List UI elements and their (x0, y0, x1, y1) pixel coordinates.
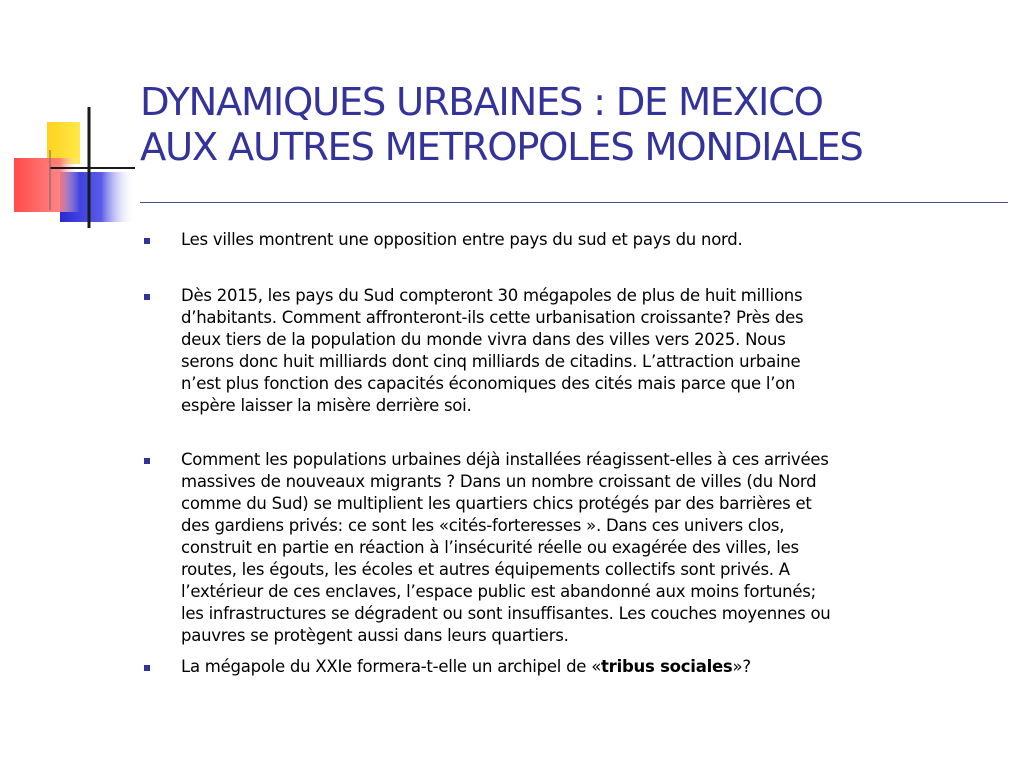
title-divider (140, 202, 1008, 203)
bullet-line: comme du Sud) se multiplient les quartiers chics protégés par des barrières et (181, 494, 812, 513)
bullet-text-suffix: »? (732, 657, 751, 676)
bullet-line (181, 656, 1002, 678)
bullet-line: des gardiens privés: ce sont les «cités-forteresses ». Dans ces univers clos, (181, 516, 785, 535)
bullet-line: deux tiers de la population du monde vivra dans des villes vers 2025. Nous (181, 330, 786, 349)
bullet-line: n’est plus fonction des capacités économiques des cités mais parce que l’on (181, 374, 796, 393)
bullet-text-prefix: La mégapole du XXIe formera-t-elle un archipel de « (181, 657, 602, 676)
bullet-square-icon (144, 458, 150, 464)
slide-title-line-1: DYNAMIQUES URBAINES : DE MEXICO (140, 80, 823, 125)
bullet-item-megapoles-2015 (142, 285, 1002, 417)
bullet-square-icon (144, 238, 150, 244)
bullet-line: espère laisser la misère derrière soi. (181, 396, 472, 415)
bullet-square-icon (144, 294, 150, 300)
logo-yellow-square (47, 122, 80, 164)
bullet-line: Dès 2015, les pays du Sud compteront 30 mégapoles de plus de huit millions (181, 286, 803, 305)
bullet-line: routes, les égouts, les écoles et autres équipements collectifs sont privés. A (181, 560, 790, 579)
slide-title-line-2: AUX AUTRES METROPOLES MONDIALES (140, 125, 863, 170)
bullet-text-emphasis: tribus sociales (601, 657, 733, 676)
bullet-line: massives de nouveaux migrants ? Dans un nombre croissant de villes (du Nord (181, 472, 817, 491)
slide-title (140, 80, 1000, 170)
bullet-line: les infrastructures se dégradent ou sont insuffisantes. Les couches moyennes ou (181, 604, 831, 623)
bullet-line: pauvres se protègent aussi dans leurs quartiers. (181, 626, 569, 645)
bullet-line: serons donc huit milliards dont cinq milliards de citadins. L’attraction urbaine (181, 352, 801, 371)
bullet-line: Comment les populations urbaines déjà installées réagissent-elles à ces arrivées (181, 450, 829, 469)
logo-red-square (14, 158, 80, 212)
bullet-square-icon (144, 665, 150, 671)
bullet-item-tribus-sociales (142, 656, 1002, 678)
bullet-list (142, 229, 1002, 678)
bullet-item-villes-opposition (142, 229, 1002, 251)
bullet-line: construit en partie en réaction à l’insécurité réelle ou exagérée des villes, les (181, 538, 799, 557)
template-logo (0, 0, 140, 240)
bullet-item-cites-forteresses (142, 449, 1002, 647)
bullet-line: Les villes montrent une opposition entre pays du sud et pays du nord. (181, 230, 743, 249)
bullet-line: d’habitants. Comment affronteront-ils cette urbanisation croissante? Près des (181, 308, 804, 327)
bullet-line: l’extérieur de ces enclaves, l’espace public est abandonné aux moins fortunés; (181, 582, 816, 601)
